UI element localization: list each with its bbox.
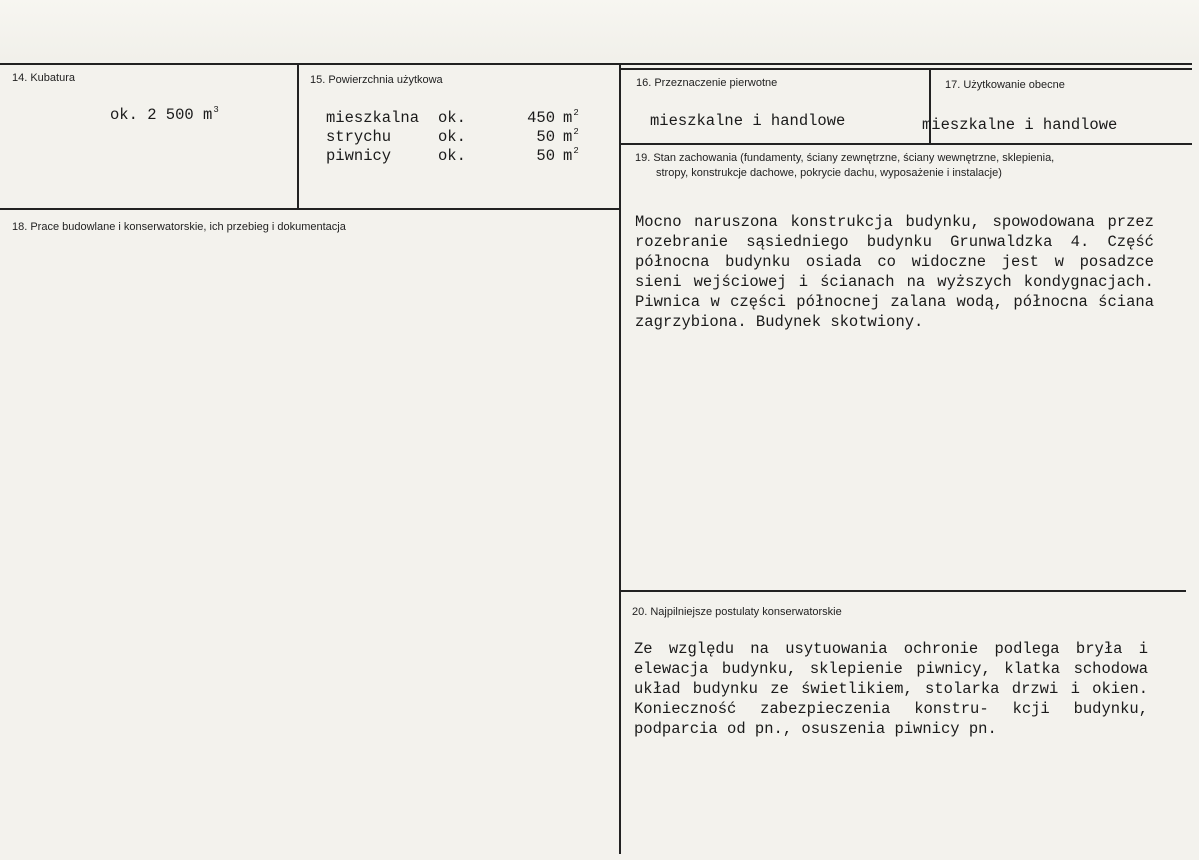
przeznaczenie-label: 16. Przeznaczenie pierwotne bbox=[636, 77, 778, 89]
przeznaczenie-value: mieszkalne i handlowe bbox=[650, 112, 846, 130]
area-unit bbox=[563, 108, 579, 127]
area-value: 50 bbox=[536, 128, 555, 146]
area-value: 450 bbox=[527, 109, 555, 127]
area-unit bbox=[563, 146, 579, 165]
area-row bbox=[326, 146, 579, 165]
area-unit-sup: 2 bbox=[573, 127, 579, 137]
area-name: strychu bbox=[326, 128, 392, 146]
area-row bbox=[326, 108, 579, 127]
area-row bbox=[326, 127, 579, 146]
area-unit-text: m bbox=[563, 109, 573, 127]
stan-text: Mocno naruszona konstrukcja budynku, spowodowana przez rozebranie sąsiedniego budynku Grunwaldzka 4. Część północna budynku osiada co widoczne jest w posadzce sieni wejściowej i ścianach na wyższych kondygnacjach. Piwnica w części północnej zalana wodą, północna ściana zagrzybiona. Budynek skotwiony. bbox=[635, 213, 1154, 331]
area-value: 50 bbox=[536, 147, 555, 165]
prace-label: 18. Prace budowlane i konserwatorskie, ich przebieg i dokumentacja bbox=[12, 221, 346, 233]
top-rule bbox=[0, 63, 1192, 65]
area-unit-sup: 2 bbox=[573, 146, 579, 156]
kubatura-value bbox=[110, 105, 219, 124]
uzytkowanie-label: 17. Użytkowanie obecne bbox=[945, 79, 1065, 91]
kubatura-label: 14. Kubatura bbox=[12, 72, 75, 84]
area-name: piwnicy bbox=[326, 147, 392, 165]
divider-main-vertical bbox=[619, 64, 621, 854]
postulaty-label: 20. Najpilniejsze postulaty konserwatorskie bbox=[632, 606, 842, 618]
stan-label-line2: stropy, konstrukcje dachowe, pokrycie dachu, wyposażenie i instalacje) bbox=[656, 167, 1002, 179]
area-approx: ok. bbox=[438, 128, 466, 146]
area-name: mieszkalna bbox=[326, 109, 420, 127]
area-unit-text: m bbox=[563, 128, 573, 146]
top-margin bbox=[0, 0, 1199, 60]
area-approx: ok. bbox=[438, 109, 466, 127]
postulaty-text: Ze względu na usytuowania ochronie podlega bryła i elewacja budynku, sklepienie piwnicy, klatka schodowa układ budynku ze świetlikiem, stolarka drzwi i okien. Konieczność zabezpieczenia konstru- kcji budynku, podparcia od pn., osuszenia piwnicy pn. bbox=[634, 640, 1148, 738]
kubatura-value-text: ok. 2 500 m bbox=[110, 106, 213, 124]
uzytkowanie-value: mieszkalne i handlowe bbox=[922, 116, 1118, 134]
kubatura-unit-sup: 3 bbox=[213, 105, 219, 115]
rule-below-17 bbox=[621, 143, 1192, 145]
area-approx: ok. bbox=[438, 147, 466, 165]
powierzchnia-label: 15. Powierzchnia użytkowa bbox=[310, 74, 443, 86]
area-unit-text: m bbox=[563, 147, 573, 165]
area-unit bbox=[563, 127, 579, 146]
powierzchnia-table bbox=[326, 108, 579, 165]
area-unit-sup: 2 bbox=[573, 108, 579, 118]
divider-14-15 bbox=[297, 64, 299, 208]
rule-below-19 bbox=[621, 590, 1186, 592]
rule-right-top bbox=[621, 68, 1192, 70]
rule-below-15 bbox=[0, 208, 621, 210]
stan-label-line1: 19. Stan zachowania (fundamenty, ściany zewnętrzne, ściany wewnętrzne, sklepienia, bbox=[635, 152, 1055, 164]
